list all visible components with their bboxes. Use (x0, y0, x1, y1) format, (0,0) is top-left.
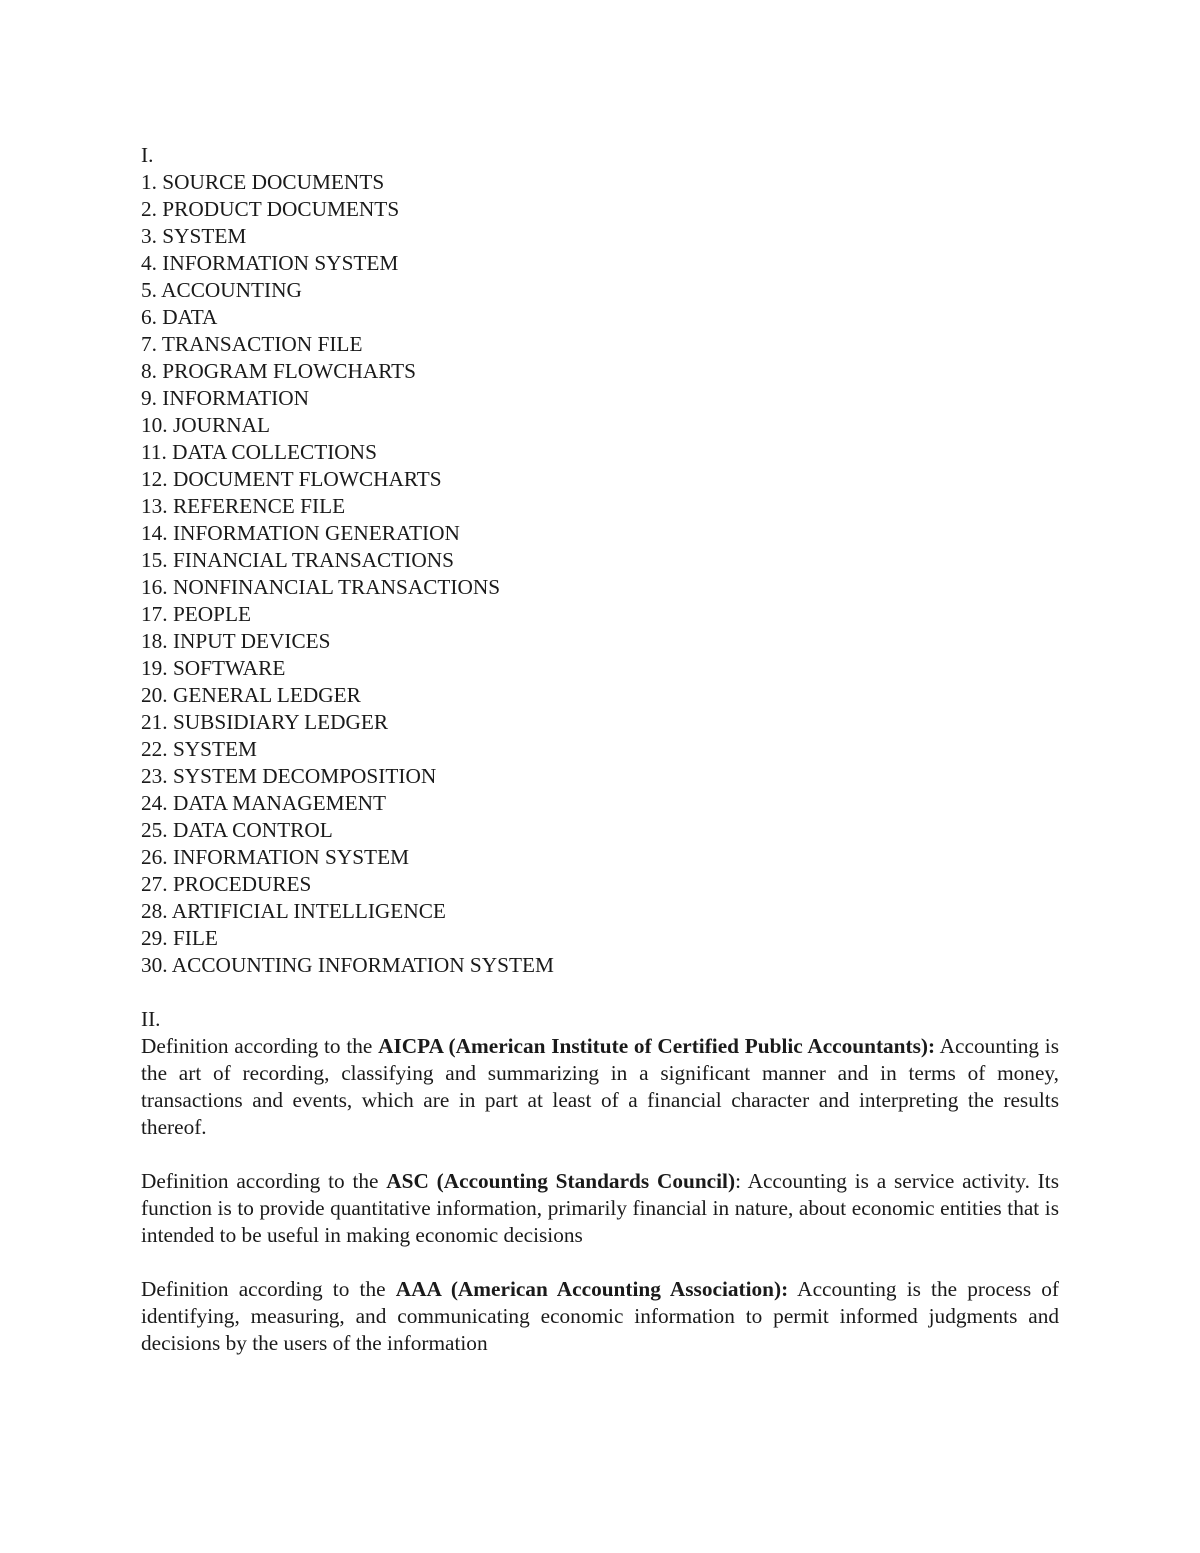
list-item: 28. ARTIFICIAL INTELLIGENCE (141, 899, 446, 923)
definition-lead: Definition according to the (141, 1169, 387, 1193)
list-item: 6. DATA (141, 305, 218, 329)
definition-source: ASC (Accounting Standards Council) (386, 1169, 736, 1193)
document-page (141, 142, 1059, 1357)
list-item: 22. SYSTEM (141, 737, 257, 761)
list-item: 30. ACCOUNTING INFORMATION SYSTEM (141, 953, 554, 977)
blank-line (141, 1141, 1059, 1168)
terms-list (141, 169, 1059, 979)
list-item: 4. INFORMATION SYSTEM (141, 251, 399, 275)
list-item: 14. INFORMATION GENERATION (141, 521, 460, 545)
section-one-heading: I. (141, 143, 154, 167)
definition-aaa (141, 1276, 1059, 1357)
definition-text: Accounting is the process of identifying, measuring, and communicating economic information to permit informed judgments and decisions by the users of the information (141, 1277, 1059, 1355)
blank-line (141, 979, 1059, 1006)
definition-asc (141, 1168, 1059, 1249)
definition-source: AICPA (American Institute of Certified Public Accountants): (378, 1034, 936, 1058)
list-item: 2. PRODUCT DOCUMENTS (141, 197, 400, 221)
list-item: 3. SYSTEM (141, 224, 247, 248)
definition-aicpa (141, 1033, 1059, 1141)
definition-lead: Definition according to the (141, 1277, 396, 1301)
blank-line (141, 1249, 1059, 1276)
list-item: 24. DATA MANAGEMENT (141, 791, 386, 815)
list-item: 19. SOFTWARE (141, 656, 286, 680)
definition-text: : Accounting is a service activity. Its function is to provide quantitative information, primarily financial in nature, about economic entities that is intended to be useful in making economic decisions (141, 1169, 1059, 1247)
list-item: 12. DOCUMENT FLOWCHARTS (141, 467, 442, 491)
list-item: 9. INFORMATION (141, 386, 310, 410)
list-item: 26. INFORMATION SYSTEM (141, 845, 410, 869)
definition-source: AAA (American Accounting Association): (395, 1277, 789, 1301)
list-item: 7. TRANSACTION FILE (141, 332, 363, 356)
list-item: 13. REFERENCE FILE (141, 494, 346, 518)
list-item: 21. SUBSIDIARY LEDGER (141, 710, 389, 734)
list-item: 1. SOURCE DOCUMENTS (141, 170, 385, 194)
list-item: 17. PEOPLE (141, 602, 252, 626)
list-item: 18. INPUT DEVICES (141, 629, 331, 653)
definition-text: Accounting is the art of recording, classifying and summarizing in a significant manner and in terms of money, transactions and events, which are in part at least of a financial character and interpreting the results thereof. (141, 1034, 1059, 1139)
list-item: 23. SYSTEM DECOMPOSITION (141, 764, 437, 788)
definition-lead: Definition according to the (141, 1034, 379, 1058)
list-item: 8. PROGRAM FLOWCHARTS (141, 359, 417, 383)
list-item: 29. FILE (141, 926, 218, 950)
list-item: 16. NONFINANCIAL TRANSACTIONS (141, 575, 501, 599)
section-two-heading: II. (141, 1007, 161, 1031)
list-item: 20. GENERAL LEDGER (141, 683, 361, 707)
list-item: 11. DATA COLLECTIONS (141, 440, 377, 464)
list-item: 10. JOURNAL (141, 413, 270, 437)
list-item: 27. PROCEDURES (141, 872, 312, 896)
list-item: 5. ACCOUNTING (141, 278, 302, 302)
list-item: 15. FINANCIAL TRANSACTIONS (141, 548, 454, 572)
list-item: 25. DATA CONTROL (141, 818, 333, 842)
